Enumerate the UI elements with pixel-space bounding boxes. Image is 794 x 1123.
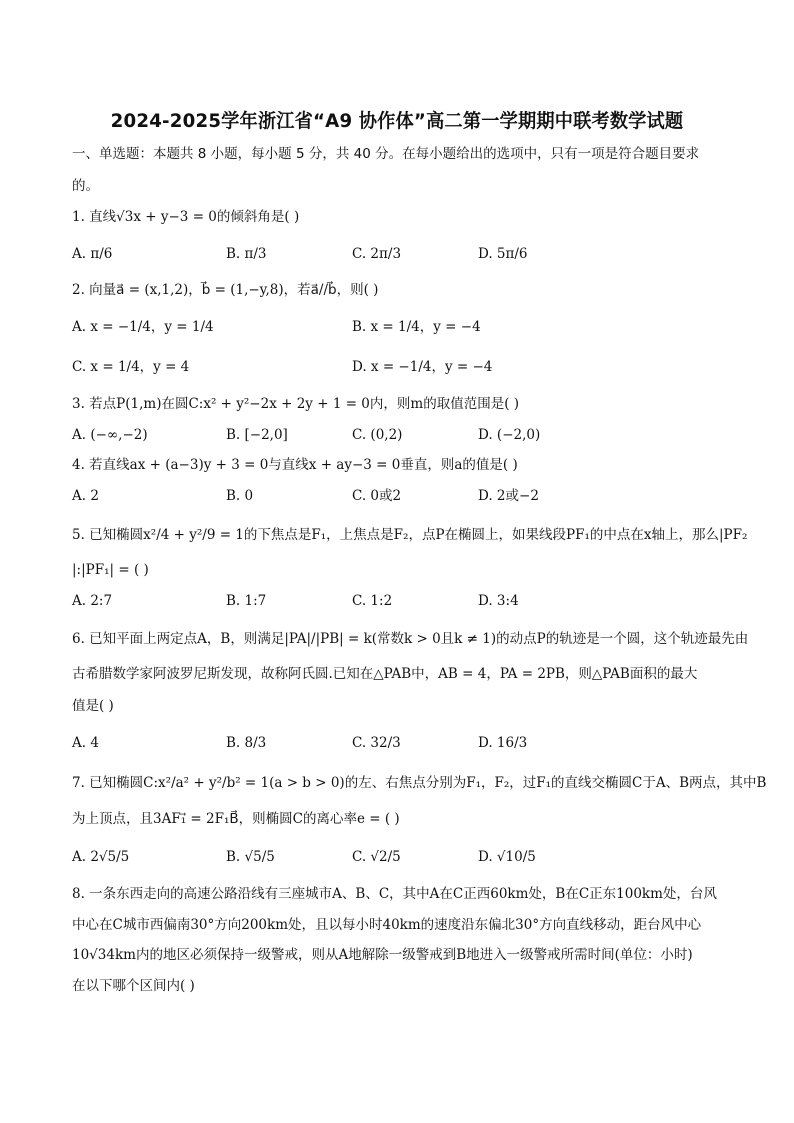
question-6-text-line-2: 古希腊数学家阿波罗尼斯发现，故称阿氏圆.已知在△PAB中，AB = 4，PA = 2PB，则△PAB面积的最大 xyxy=(72,666,698,682)
question-8-text-line-1: 8. 一条东西走向的高速公路沿线有三座城市A、B、C，其中A在C正西60km处，B在C正东100km处，台风 xyxy=(72,886,717,902)
question-1-text: 1. 直线√3x + y−3 = 0的倾斜角是( ) xyxy=(72,209,300,225)
question-5-option-c: C. 1:2 xyxy=(352,593,393,609)
question-7-text-line-2: 为上顶点，且3AF₁⃗ = 2F₁B⃗，则椭圆C的离心率e = ( ) xyxy=(72,811,400,827)
question-4-option-d: D. 2或−2 xyxy=(478,488,539,504)
question-7-option-b: B. √5/5 xyxy=(226,849,275,865)
question-4-option-a: A. 2 xyxy=(72,488,99,504)
question-2-text: 2. 向量a⃗ = (x,1,2)，b⃗ = (1,−y,8)，若a⃗//b⃗，则( ) xyxy=(72,282,379,298)
page-title: 2024-2025学年浙江省“A9 协作体”高二第一学期期中联考数学试题 xyxy=(110,110,684,132)
question-5-option-d: D. 3:4 xyxy=(478,593,519,609)
question-5-option-b: B. 1:7 xyxy=(226,593,267,609)
question-3-text: 3. 若点P(1,m)在圆C:x² + y²−2x + 2y + 1 = 0内，则m的取值范围是( ) xyxy=(72,396,520,412)
question-2-option-b: B. x = 1/4，y = −4 xyxy=(352,319,481,335)
question-2-option-d: D. x = −1/4，y = −4 xyxy=(352,359,493,375)
question-1-option-d: D. 5π/6 xyxy=(478,246,528,262)
question-6-option-d: D. 16/3 xyxy=(478,735,528,751)
question-6-text-line-3: 值是( ) xyxy=(72,698,114,714)
question-6-text-line-1: 6. 已知平面上两定点A，B，则满足|PA|/|PB| = k(常数k > 0且k ≠ 1)的动点P的轨迹是一个圆，这个轨迹最先由 xyxy=(72,631,749,647)
question-4-option-c: C. 0或2 xyxy=(352,488,402,504)
question-1-option-a: A. π/6 xyxy=(72,246,113,262)
question-6-option-a: A. 4 xyxy=(72,735,99,751)
question-4-option-b: B. 0 xyxy=(226,488,254,504)
section-heading-line-2: 的。 xyxy=(72,178,99,194)
question-3-option-c: C. (0,2) xyxy=(352,427,403,443)
question-1-option-c: C. 2π/3 xyxy=(352,246,402,262)
question-7-option-a: A. 2√5/5 xyxy=(72,849,130,865)
question-5-text-line-1: 5. 已知椭圆x²/4 + y²/9 = 1的下焦点是F₁，上焦点是F₂，点P在椭圆上，如果线段PF₁的中点在x轴上，那么|PF₂ xyxy=(72,527,748,543)
question-8-text-line-3: 10√34km内的地区必须保持一级警戒，则从A地解除一级警戒到B地进入一级警戒所需时间(单位：小时) xyxy=(72,947,693,963)
section-heading-line-1: 一、单选题：本题共 8 小题，每小题 5 分，共 40 分。在每小题给出的选项中，只有一项是符合题目要求 xyxy=(72,146,700,162)
question-5-option-a: A. 2:7 xyxy=(72,593,113,609)
question-8-text-line-2: 中心在C城市西偏南30°方向200km处，且以每小时40km的速度沿东偏北30°方向直线移动，距台风中心 xyxy=(72,917,702,933)
question-1-option-b: B. π/3 xyxy=(226,246,267,262)
question-2-option-c: C. x = 1/4，y = 4 xyxy=(72,359,190,375)
question-6-option-c: C. 32/3 xyxy=(352,735,401,751)
question-7-option-d: D. √10/5 xyxy=(478,849,536,865)
question-4-text: 4. 若直线ax + (a−3)y + 3 = 0与直线x + ay−3 = 0垂直，则a的值是( ) xyxy=(72,457,518,473)
question-5-text-line-2: |:|PF₁| = ( ) xyxy=(72,562,149,578)
question-3-option-d: D. (−2,0) xyxy=(478,427,541,443)
question-3-option-b: B. [−2,0] xyxy=(226,427,288,443)
question-8-text-line-4: 在以下哪个区间内( ) xyxy=(72,978,195,994)
question-3-option-a: A. (−∞,−2) xyxy=(72,427,148,443)
question-7-text-line-1: 7. 已知椭圆C:x²/a² + y²/b² = 1(a > b > 0)的左、右焦点分别为F₁，F₂，过F₁的直线交椭圆C于A、B两点，其中B xyxy=(72,775,767,791)
question-6-option-b: B. 8/3 xyxy=(226,735,267,751)
question-2-option-a: A. x = −1/4，y = 1/4 xyxy=(72,319,214,335)
question-7-option-c: C. √2/5 xyxy=(352,849,401,865)
